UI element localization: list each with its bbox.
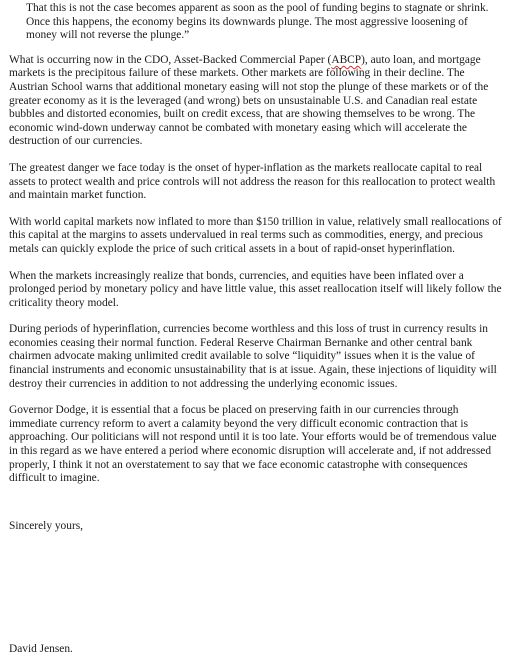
- closing-salutation: Sincerely yours,: [9, 519, 84, 532]
- paragraph-asset-reallocation: When the markets increasingly realize that bonds, currencies, and equities have been inflated over a prolonged period by monetary policy and have little value, this asset reallocation itself will likely follow the criticality theory model.: [9, 269, 502, 309]
- paragraph-text-start: What is occurring now in the CDO, Asset-Backed Commercial Paper (: [9, 53, 332, 66]
- signature-name: David Jensen.: [9, 643, 73, 655]
- paragraph-currency-trust: During periods of hyperinflation, currencies become worthless and this loss of trust in currency results in economies ceasing their normal function. Federal Reserve Chairman Bernanke and other central bank chairmen advocate making unlimited credit available to solve “liquidity” issues when it is the value of financial instruments and economic unsustainability that is at issue. Again, these injections of liquidity will destroy their currencies in addition to not addressing the underlying economic issues.: [9, 323, 497, 390]
- paragraph-text-end: ), auto loan, and mortgage markets is the precipitous failure of these markets. Other markets are following in their decline. The Austrian School warns that additional monetary easing will not stop the plunge of these markets or of the greater economy as it is the leveraged (and wrong) bets on unsustainable U.S. and Canadian real estate bubbles and distorted economies, built on credit excess, that are showing themselves to be wrong. The economic wind-down underway cannot be combated with monetary easing which will accelerate the destruction of our currencies.: [9, 53, 489, 148]
- block-quote: That this is not the case becomes apparent as soon as the pool of funding begins to stagnate or shrink. Once this happens, the economy begins its downwards plunge. The most aggressive loosening of money will not reverse the plunge.”: [26, 2, 489, 42]
- paragraph-hyperinflation-danger: The greatest danger we face today is the onset of hyper-inflation as the markets reallocate capital to real assets to protect wealth and price controls will not address the reason for this reallocation to protect wealth and maintain market function.: [9, 161, 496, 202]
- paragraph-markets-failure: [9, 54, 504, 149]
- paragraph-capital-markets: With world capital markets now inflated to more than $150 trillion in value, relatively small reallocations of this capital at the margins to assets undervalued in real terms such as commodities, energy, and precious metals can quickly explode the price of such critical assets in a bout of rapid-onset hyperinflation.: [9, 215, 502, 255]
- paragraph-governor-appeal: Governor Dodge, it is essential that a focus be placed on preserving faith in our currencies through immediate currency reform to avert a calamity beyond the very difficult economic contraction that is approaching. Our politicians will not respond until it is too late. Your efforts would be of tremendous value in this regard as we have entered a period where economic disruption will accelerate and, if not addressed properly, I think it not an overstatement to say that we face economic catastrophe with consequences difficult to imagine.: [9, 404, 497, 485]
- spellcheck-flagged-word[interactable]: ABCP: [331, 53, 362, 66]
